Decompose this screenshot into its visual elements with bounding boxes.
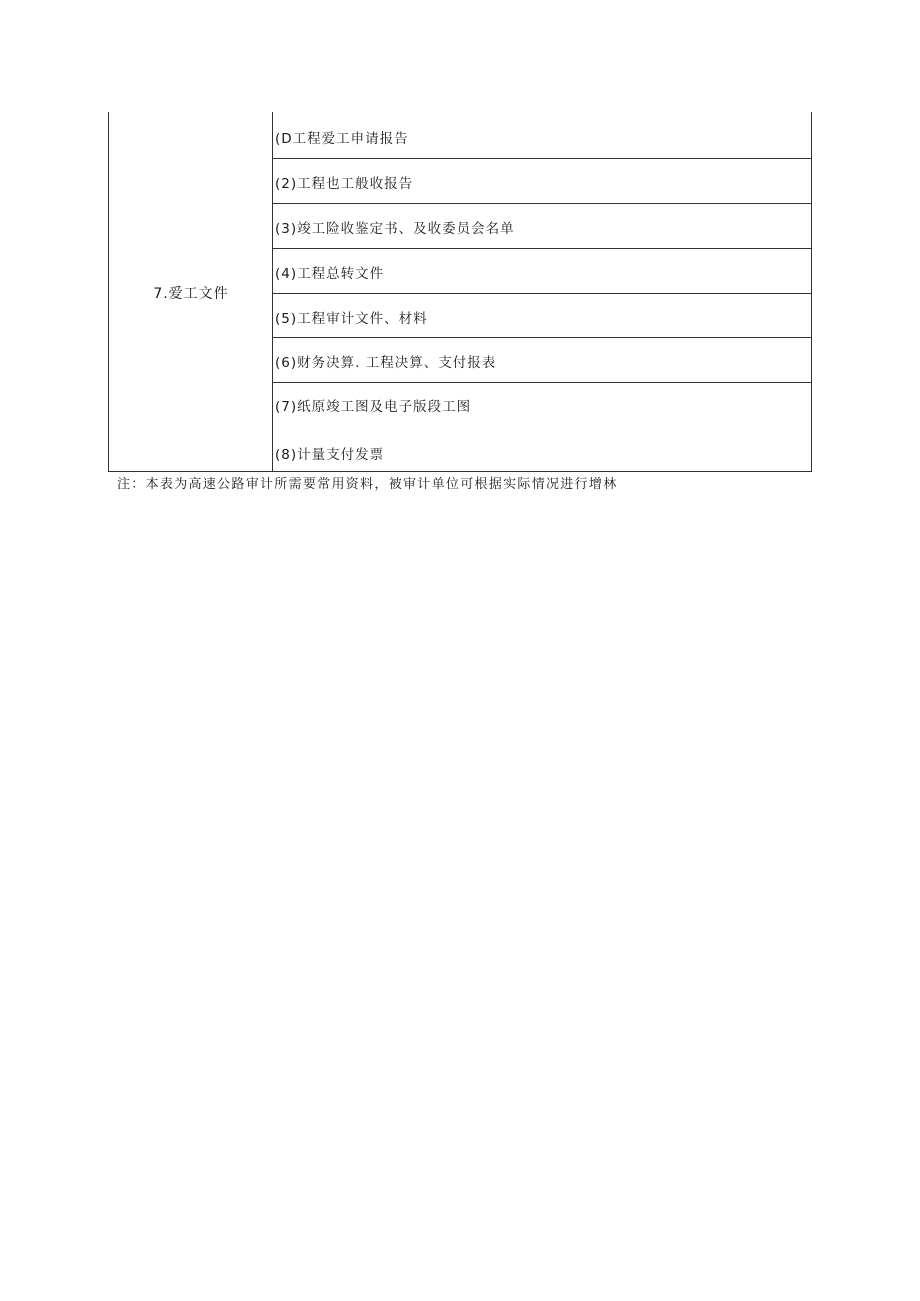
item-text: (6)财务决算. 工程决算、支付报表 bbox=[275, 355, 497, 371]
items-column bbox=[273, 112, 811, 471]
table-row bbox=[273, 294, 811, 338]
item-text: (3)竣工险收鉴定书、及收委员会名单 bbox=[275, 221, 515, 237]
item-text: (4)工程总转文件 bbox=[275, 266, 385, 282]
table-row bbox=[273, 112, 811, 159]
table-row bbox=[273, 338, 811, 383]
table-row bbox=[273, 383, 811, 471]
item-text: (D工程爱工申请报告 bbox=[275, 131, 409, 147]
table-row bbox=[273, 249, 811, 294]
item-text: (2)工程也工般收报告 bbox=[275, 176, 414, 192]
section-label: 7.爱工文件 bbox=[153, 286, 229, 302]
item-text: (7)纸原竣工图及电子版段工图 bbox=[275, 399, 472, 415]
table-row bbox=[273, 204, 811, 249]
table-note: 注：本表为高速公路审计所需要常用资料，被审计单位可根据实际情况进行增林 bbox=[117, 477, 618, 492]
section-cell bbox=[109, 112, 273, 471]
document-table bbox=[108, 112, 812, 472]
item-text: (8)计量支付发票 bbox=[275, 447, 385, 463]
item-text: (5)工程审计文件、材料 bbox=[275, 311, 428, 327]
table-row bbox=[273, 159, 811, 204]
